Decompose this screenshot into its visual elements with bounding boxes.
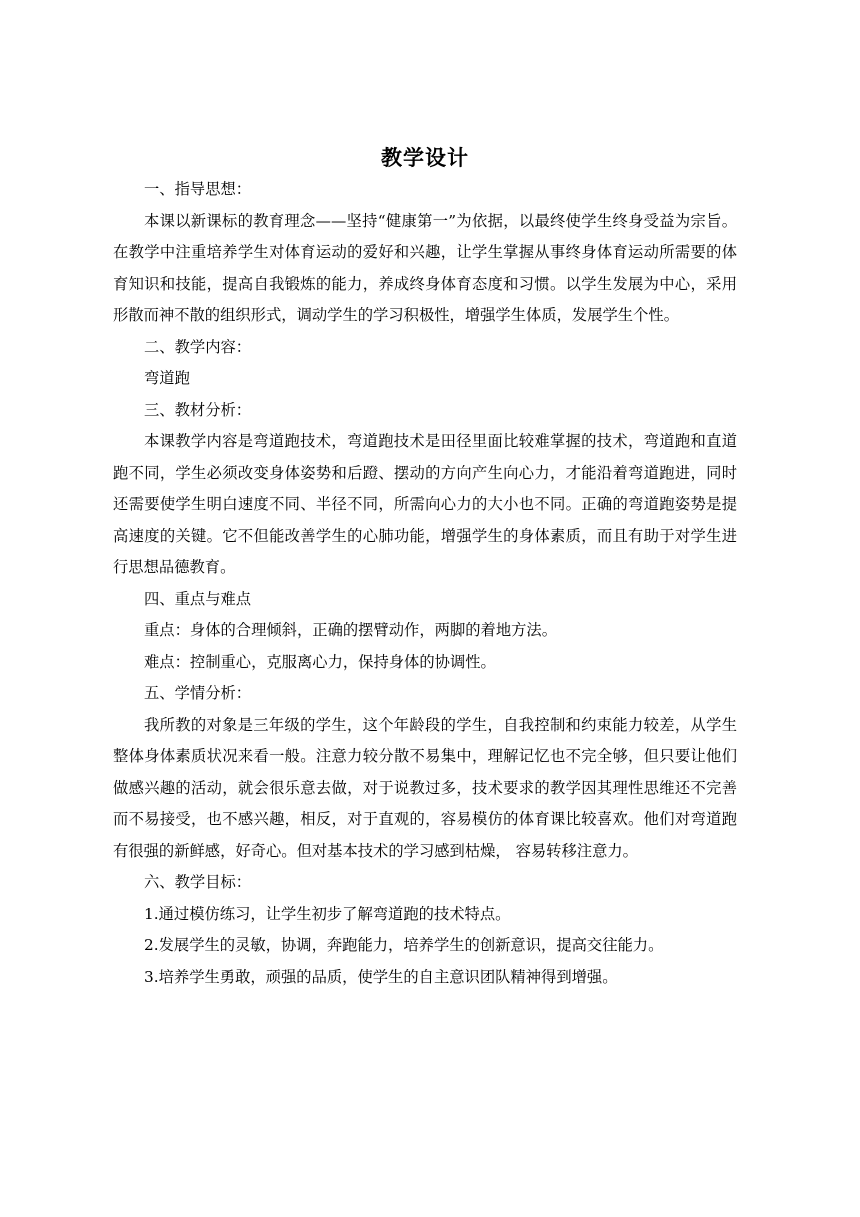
document-body (113, 142, 737, 993)
list-item-goal-1: 1.通过模仿练习，让学生初步了解弯道跑的技术特点。 (144, 904, 511, 923)
section-heading-key-difficult: 四、重点与难点 (144, 589, 252, 608)
paragraph-teaching-content: 弯道跑 (144, 369, 190, 387)
paragraph-material-analysis: 本课教学内容是弯道跑技术，弯道跑技术是田径里面比较难掌握的技术，弯道跑和直道跑不同，学生必须改变身体姿势和后蹬、摆动的方向产生向心力，才能沿着弯道跑进，同时还需要使学生明白速度不同、半径不同，所需向心力的大小也不同。正确的弯道跑姿势是提高速度的关键。它不但能改善学生的心肺功能，增强学生的身体素质，而且有助于对学生进行思想品德教育。 (113, 432, 737, 576)
paragraph-learner-analysis: 我所教的对象是三年级的学生，这个年龄段的学生，自我控制和约束能力较差，从学生整体身体素质状况来看一般。注意力较分散不易集中，理解记忆也不完全够，但只要让他们做感兴趣的活动，就会很乐意去做，对于说教过多，技术要求的教学因其理性思维还不完善而不易接受，也不感兴趣，相反，对于直观的，容易模仿的体育课比较喜欢。他们对弯道跑有很强的新鲜感，好奇心。但对基本技术的学习感到枯燥， 容易转移注意力。 (113, 715, 737, 860)
section-heading-teaching-content: 二、教学内容： (144, 337, 252, 356)
section-heading-learner-analysis: 五、学情分析： (144, 684, 252, 702)
section-heading-guiding-thought: 一、指导思想： (144, 180, 252, 198)
section-heading-teaching-goals: 六、教学目标： (144, 873, 252, 891)
document-title: 教学设计 (381, 146, 469, 170)
paragraph-key-point: 重点：身体的合理倾斜，正确的摆臂动作，两脚的着地方法。 (144, 621, 558, 639)
list-item-goal-2: 2.发展学生的灵敏，协调，奔跑能力，培养学生的创新意识，提高交往能力。 (144, 936, 664, 954)
list-item-goal-3: 3.培养学生勇敢，顽强的品质，使学生的自主意识团队精神得到增强。 (144, 967, 618, 986)
paragraph-guiding-thought: 本课以新课标的教育理念——坚持“健康第一”为依据，以最终使学生终身受益为宗旨。在教学中注重培养学生对体育运动的爱好和兴趣，让学生掌握从事终身体育运动所需要的体育知识和技能，提高自我锻炼的能力，养成终身体育态度和习惯。以学生发展为中心，采用形散而神不散的组织形式，调动学生的学习积极性，增强学生体质，发展学生个性。 (113, 211, 737, 324)
section-heading-material-analysis: 三、教材分析： (144, 400, 252, 419)
paragraph-difficult-point: 难点：控制重心，克服离心力，保持身体的协调性。 (144, 652, 496, 671)
